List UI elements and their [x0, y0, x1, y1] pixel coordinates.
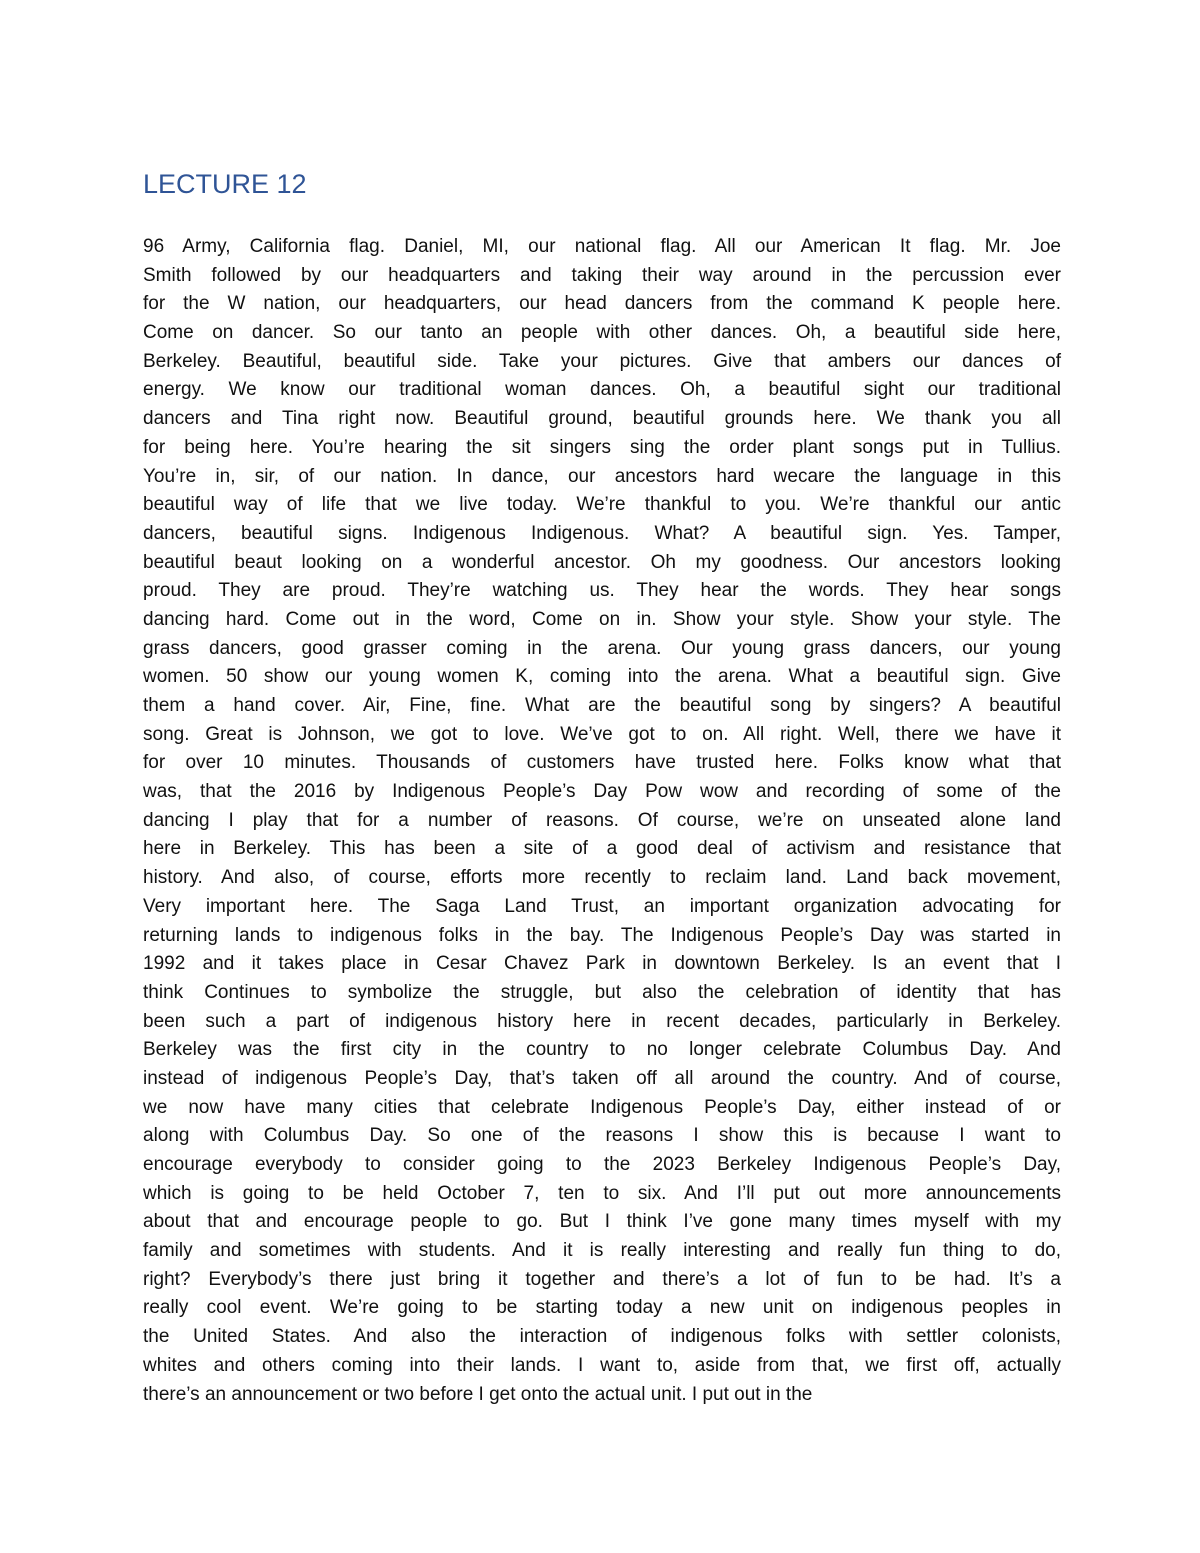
transcript-line: beautiful way of life that we live today. We’re thankful to you. We’re thankful our antic: [143, 494, 1061, 516]
transcript-line: been such a part of indigenous history here in recent decades, particularly in Berkeley.: [143, 1010, 1061, 1032]
transcript-line: about that and encourage people to go. But I think I’ve gone many times myself with my: [143, 1211, 1061, 1233]
transcript-line: which is going to be held October 7, ten to six. And I’ll put out more announcements: [143, 1182, 1061, 1204]
transcript-line: really cool event. We’re going to be starting today a new unit on indigenous peoples in: [143, 1297, 1061, 1319]
transcript-line: energy. We know our traditional woman dances. Oh, a beautiful sight our traditional: [143, 379, 1061, 401]
transcript-line: You’re in, sir, of our nation. In dance, our ancestors hard wecare the language in this: [143, 465, 1061, 487]
transcript-line: for over 10 minutes. Thousands of customers have trusted here. Folks know what that: [143, 752, 1061, 774]
transcript-line: beautiful beaut looking on a wonderful ancestor. Oh my goodness. Our ancestors looking: [143, 551, 1061, 573]
transcript-line: whites and others coming into their lands. I want to, aside from that, we first off, actually: [143, 1354, 1061, 1376]
transcript-line: for the W nation, our headquarters, our head dancers from the command K people here.: [143, 293, 1061, 315]
transcript-line: Berkeley was the first city in the country to no longer celebrate Columbus Day. And: [143, 1039, 1061, 1061]
transcript-line: song. Great is Johnson, we got to love. We’ve got to on. All right. Well, there we have it: [143, 723, 1061, 745]
transcript-line: was, that the 2016 by Indigenous People’s Day Pow wow and recording of some of the: [143, 781, 1061, 803]
transcript-line: Berkeley. Beautiful, beautiful side. Take your pictures. Give that ambers our dances of: [143, 350, 1061, 372]
transcript-line: along with Columbus Day. So one of the reasons I show this is because I want to: [143, 1125, 1061, 1147]
transcript-line: Come on dancer. So our tanto an people with other dances. Oh, a beautiful side here,: [143, 322, 1061, 344]
transcript-line: right? Everybody’s there just bring it together and there’s a lot of fun to be had. It’s a: [143, 1268, 1061, 1290]
transcript-line: think Continues to symbolize the struggle, but also the celebration of identity that has: [143, 981, 1061, 1003]
transcript-line: for being here. You’re hearing the sit singers sing the order plant songs put in Tullius.: [143, 436, 1061, 458]
transcript-line: 96 Army, California flag. Daniel, MI, our national flag. All our American It flag. Mr. Joe: [143, 236, 1061, 257]
transcript-line: grass dancers, good grasser coming in the arena. Our young grass dancers, our young: [143, 637, 1061, 659]
transcript-line: we now have many cities that celebrate Indigenous People’s Day, either instead of or: [143, 1096, 1061, 1118]
transcript-line: there’s an announcement or two before I get onto the actual unit. I put out in the: [143, 1383, 813, 1405]
transcript-line: dancing hard. Come out in the word, Come on in. Show your style. Show your style. The: [143, 608, 1061, 630]
transcript-line: them a hand cover. Air, Fine, fine. What are the beautiful song by singers? A beautiful: [143, 695, 1061, 716]
transcript-line: proud. They are proud. They’re watching us. They hear the words. They hear songs: [143, 580, 1061, 602]
transcript-line: dancers, beautiful signs. Indigenous Indigenous. What? A beautiful sign. Yes. Tamper,: [143, 522, 1061, 544]
page-title: LECTURE 12: [143, 169, 307, 199]
transcript-line: encourage everybody to consider going to the 2023 Berkeley Indigenous People’s Day,: [143, 1154, 1061, 1175]
transcript-line: Very important here. The Saga Land Trust, an important organization advocating for: [143, 895, 1061, 917]
transcript-line: Smith followed by our headquarters and taking their way around in the percussion ever: [143, 264, 1061, 286]
transcript-line: returning lands to indigenous folks in the bay. The Indigenous People’s Day was started in: [143, 924, 1061, 946]
lecture-transcript-body: [143, 233, 1061, 1409]
transcript-line: here in Berkeley. This has been a site of a good deal of activism and resistance that: [143, 838, 1061, 860]
transcript-line: the United States. And also the interaction of indigenous folks with settler colonists,: [143, 1326, 1061, 1348]
transcript-line: 1992 and it takes place in Cesar Chavez Park in downtown Berkeley. Is an event that I: [143, 953, 1061, 975]
transcript-line: family and sometimes with students. And it is really interesting and really fun thing to do,: [143, 1240, 1061, 1262]
transcript-line: dancing I play that for a number of reasons. Of course, we’re on unseated alone land: [143, 809, 1061, 831]
transcript-line: dancers and Tina right now. Beautiful ground, beautiful grounds here. We thank you all: [143, 408, 1061, 430]
transcript-line: history. And also, of course, efforts more recently to reclaim land. Land back movement,: [143, 867, 1061, 889]
transcript-line: instead of indigenous People’s Day, that’s taken off all around the country. And of course,: [143, 1067, 1061, 1089]
transcript-line: women. 50 show our young women K, coming into the arena. What a beautiful sign. Give: [143, 666, 1061, 688]
